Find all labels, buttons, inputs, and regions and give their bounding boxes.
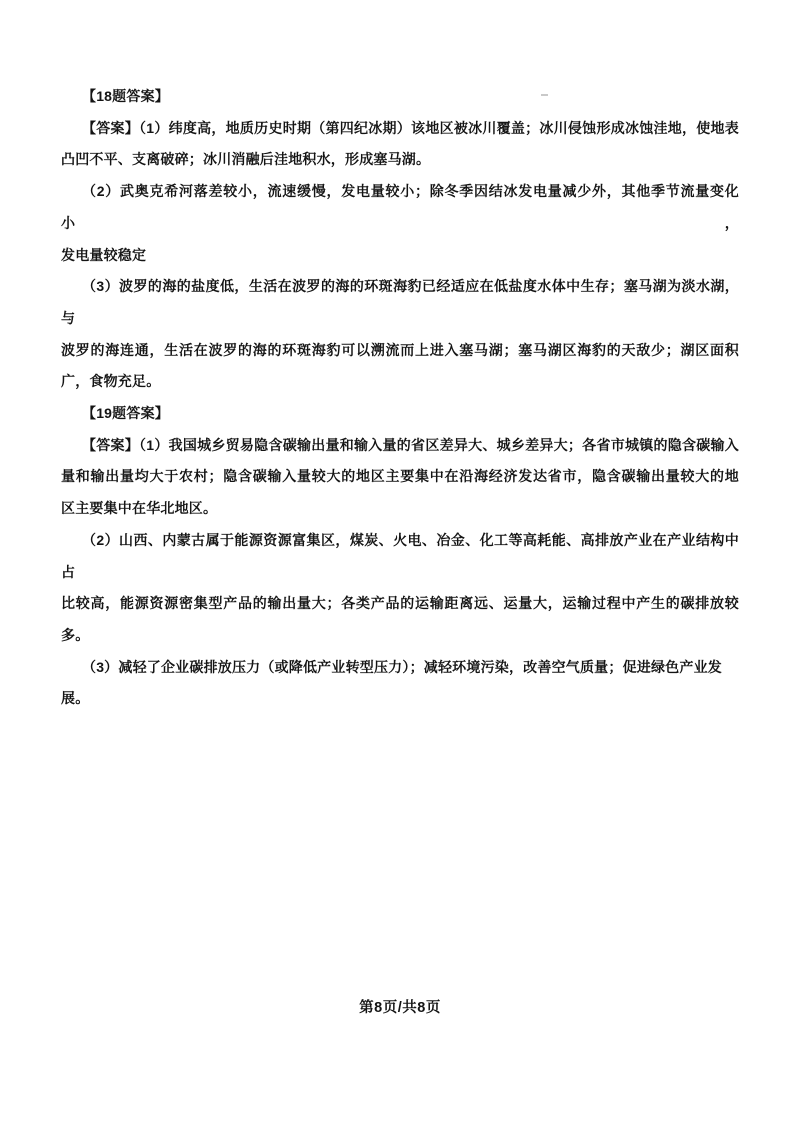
- answer-section: [61, 81, 739, 398]
- text-line: 比较高，能源资源密集型产品的输出量大；各类产品的运输距离远、运量大，运输过程中产生的碳排放较: [61, 595, 739, 612]
- text-line: 广，食物充足。: [61, 373, 161, 390]
- answer-paragraph: [61, 271, 739, 398]
- text-line: 量和输出量均大于农村；隐含碳输入量较大的地区主要集中在沿海经济发达省市，隐含碳输出量较大的地: [61, 468, 739, 485]
- text-line: 【答案】（1）纬度高，地质历史时期（第四纪冰期）该地区被冰川覆盖；冰川侵蚀形成冰蚀洼地，使地表: [82, 119, 739, 136]
- text-line: 波罗的海连通，生活在波罗的海的环斑海豹可以溯流而上进入塞马湖；塞马湖区海豹的天敌少；湖区面积: [61, 341, 739, 358]
- text-line: 发电量较稳定: [61, 246, 147, 263]
- answer-paragraph: [61, 430, 739, 525]
- answer-paragraph: [61, 525, 739, 652]
- text-line: （2）武奥克希河落差较小，流速缓慢，发电量较小；除冬季因结冰发电量减少外，其他季节流量变化小，: [61, 183, 739, 231]
- section-heading: 【19题答案】: [82, 405, 169, 422]
- text-line: 多。: [61, 626, 90, 643]
- page-number-label: 第8页/共8页: [359, 1000, 441, 1016]
- text-line: （3）减轻了企业碳排放压力（或降低产业转型压力）；减轻环境污染，改善空气质量；促进绿色产业发展。: [61, 658, 722, 707]
- document-body: [61, 81, 739, 715]
- answer-paragraph: [61, 113, 739, 176]
- answer-paragraph: [61, 176, 739, 271]
- answer-paragraph: [61, 652, 739, 715]
- text-line: （3）波罗的海的盐度低，生活在波罗的海的环斑海豹已经适应在低盐度水体中生存；塞马湖为淡水湖，与: [61, 278, 739, 326]
- text-line: 【答案】（1）我国城乡贸易隐含碳输出量和输入量的省区差异大、城乡差异大；各省市城镇的隐含碳输入: [82, 436, 739, 453]
- section-heading: 【18题答案】: [82, 88, 169, 104]
- page-footer: [0, 996, 800, 1017]
- text-line: 区主要集中在华北地区。: [61, 500, 218, 517]
- text-line: 凸凹不平、支离破碎；冰川消融后洼地积水，形成塞马湖。: [61, 151, 431, 168]
- answer-section: [61, 398, 739, 715]
- text-line: （2）山西、内蒙古属于能源资源富集区，煤炭、火电、冶金、化工等高耗能、高排放产业在产业结构中占: [61, 531, 739, 580]
